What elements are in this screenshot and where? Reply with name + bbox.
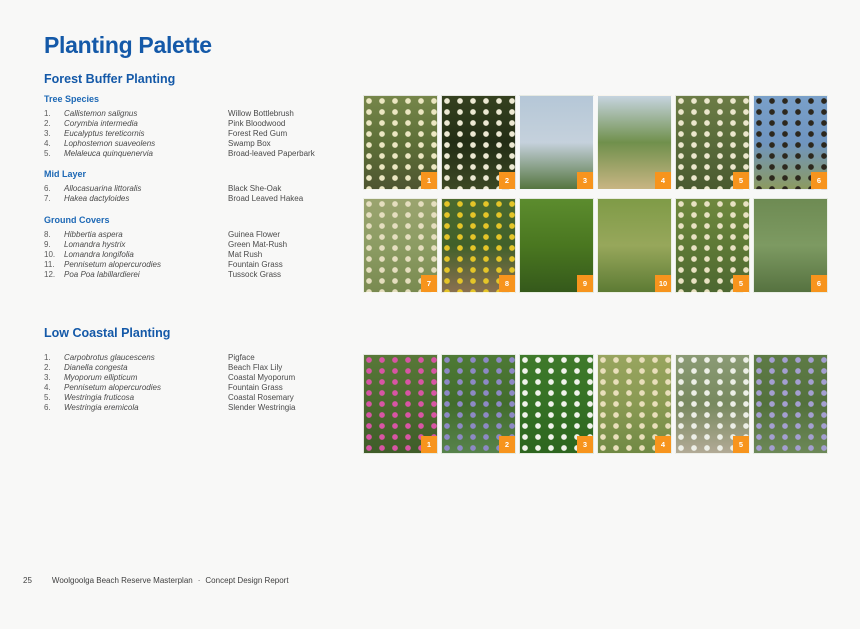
photo-badge: 5 [733, 436, 749, 453]
species-number: 1. [44, 109, 51, 118]
species-row [44, 109, 344, 119]
species-latin-name: Dianella congesta [64, 363, 128, 372]
species-latin-name: Hibbertia aspera [64, 230, 123, 239]
photo-badge: 1 [421, 172, 437, 189]
species-number: 2. [44, 363, 51, 372]
species-row [44, 119, 344, 129]
species-row [44, 240, 344, 250]
photo-badge: 10 [655, 275, 671, 292]
species-number: 3. [44, 373, 51, 382]
photo-badge: 7 [421, 275, 437, 292]
plant-photo-broad-leaved-paperbark [675, 95, 750, 190]
photo-badge: 1 [421, 436, 437, 453]
plant-photo-black-she-oak [753, 95, 828, 190]
plant-photo-willow-bottlebrush [363, 95, 438, 190]
species-number: 4. [44, 383, 51, 392]
species-row [44, 149, 344, 159]
species-common-name: Guinea Flower [228, 230, 281, 239]
species-latin-name: Allocasuarina littoralis [64, 184, 142, 193]
species-latin-name: Lomandra longifolia [64, 250, 134, 259]
species-row [44, 363, 344, 373]
plant-photo-guinea-flower [441, 198, 516, 293]
species-latin-name: Callistemon salignus [64, 109, 138, 118]
species-number: 7. [44, 194, 51, 203]
ground-covers-group [44, 215, 344, 280]
photo-badge: 8 [499, 275, 515, 292]
tree-species-group [44, 94, 344, 159]
photo-badge: 2 [499, 436, 515, 453]
species-common-name: Willow Bottlebrush [228, 109, 294, 118]
forest-photo-grid [363, 95, 828, 293]
page-number: 25 [23, 576, 32, 585]
group-heading-tree-species: Tree Species [44, 94, 100, 104]
species-latin-name: Corymbia intermedia [64, 119, 138, 128]
species-number: 12. [44, 270, 56, 279]
species-common-name: Black She-Oak [228, 184, 282, 193]
plant-photo-beach-flax-lily [441, 354, 516, 454]
species-common-name: Swamp Box [228, 139, 271, 148]
photo-badge: 3 [577, 436, 593, 453]
plant-photo-slender-westringia [753, 354, 828, 454]
species-number: 5. [44, 149, 51, 158]
species-common-name: Forest Red Gum [228, 129, 288, 138]
plant-photo-tussock-grass [753, 198, 828, 293]
photo-badge: 2 [499, 172, 515, 189]
species-latin-name: Lophostemon suaveolens [64, 139, 156, 148]
species-common-name: Pink Bloodwood [228, 119, 286, 128]
plant-photo-pigface [363, 354, 438, 454]
species-row [44, 194, 344, 204]
species-latin-name: Westringia fruticosa [64, 393, 135, 402]
species-common-name: Pigface [228, 353, 255, 362]
species-number: 11. [44, 260, 55, 269]
photo-badge: 4 [655, 172, 671, 189]
species-row [44, 129, 344, 139]
species-common-name: Slender Westringia [228, 403, 296, 412]
footer-report-text: Concept Design Report [205, 576, 289, 585]
photo-badge: 5 [733, 275, 749, 292]
plant-photo-broad-leaved-hakea [363, 198, 438, 293]
species-row [44, 393, 344, 403]
species-row [44, 373, 344, 383]
species-row [44, 270, 344, 280]
species-row [44, 353, 344, 363]
mid-layer-group [44, 169, 344, 204]
page-footer [23, 576, 289, 585]
species-latin-name: Eucalyptus tereticornis [64, 129, 145, 138]
photo-badge: 4 [655, 436, 671, 453]
species-row [44, 230, 344, 240]
photo-badge: 9 [577, 275, 593, 292]
photo-badge: 3 [577, 172, 593, 189]
species-number: 5. [44, 393, 51, 402]
species-latin-name: Melaleuca quinquenervia [64, 149, 153, 158]
species-row [44, 250, 344, 260]
species-common-name: Fountain Grass [228, 260, 283, 269]
species-common-name: Mat Rush [228, 250, 263, 259]
species-row [44, 403, 344, 413]
photo-badge: 5 [733, 172, 749, 189]
species-common-name: Beach Flax Lily [228, 363, 283, 372]
species-latin-name: Poa Poa labillardierei [64, 270, 140, 279]
plant-photo-green-mat-rush [519, 198, 594, 293]
plant-photo-fountain-grass [597, 354, 672, 454]
plant-photo-coastal-rosemary [675, 354, 750, 454]
species-common-name: Fountain Grass [228, 383, 283, 392]
plant-photo-fountain-grass [675, 198, 750, 293]
page-title: Planting Palette [44, 32, 212, 58]
species-common-name: Coastal Myoporum [228, 373, 296, 382]
photo-badge: 6 [811, 172, 827, 189]
species-row [44, 383, 344, 393]
species-number: 2. [44, 119, 51, 128]
species-common-name: Broad Leaved Hakea [228, 194, 304, 203]
species-common-name: Broad-leaved Paperbark [228, 149, 315, 158]
species-row [44, 260, 344, 270]
plant-photo-coastal-myoporum [519, 354, 594, 454]
species-common-name: Tussock Grass [228, 270, 282, 279]
species-number: 6. [44, 403, 51, 412]
species-latin-name: Westringia eremicola [64, 403, 139, 412]
plant-photo-forest-red-gum [519, 95, 594, 190]
species-latin-name: Pennisetum alopercurodies [64, 383, 161, 392]
footer-separator: · [197, 576, 201, 585]
coastal-photo-grid [363, 354, 828, 454]
coastal-species-list [44, 353, 344, 413]
forest-section-heading: Forest Buffer Planting [44, 72, 176, 86]
species-number: 6. [44, 184, 51, 193]
species-number: 3. [44, 129, 51, 138]
species-number: 10. [44, 250, 56, 259]
species-latin-name: Pennisetum alopercurodies [64, 260, 161, 269]
footer-masterplan-text: Woolgoolga Beach Reserve Masterplan [51, 576, 193, 585]
group-heading-mid-layer: Mid Layer [44, 169, 87, 179]
species-latin-name: Carpobrotus glaucescens [64, 353, 155, 362]
plant-photo-mat-rush [597, 198, 672, 293]
species-latin-name: Hakea dactyloides [64, 194, 130, 203]
plant-photo-swamp-box [597, 95, 672, 190]
coastal-section-heading: Low Coastal Planting [44, 326, 171, 340]
species-common-name: Green Mat-Rush [228, 240, 288, 249]
species-number: 4. [44, 139, 51, 148]
species-common-name: Coastal Rosemary [228, 393, 294, 402]
photo-badge: 6 [811, 275, 827, 292]
species-number: 8. [44, 230, 51, 239]
species-row [44, 139, 344, 149]
species-number: 1. [44, 353, 51, 362]
species-latin-name: Myoporum ellipticum [64, 373, 138, 382]
species-latin-name: Lomandra hystrix [64, 240, 126, 249]
species-number: 9. [44, 240, 51, 249]
species-row [44, 184, 344, 194]
plant-photo-pink-bloodwood [441, 95, 516, 190]
group-heading-ground-covers: Ground Covers [44, 215, 110, 225]
